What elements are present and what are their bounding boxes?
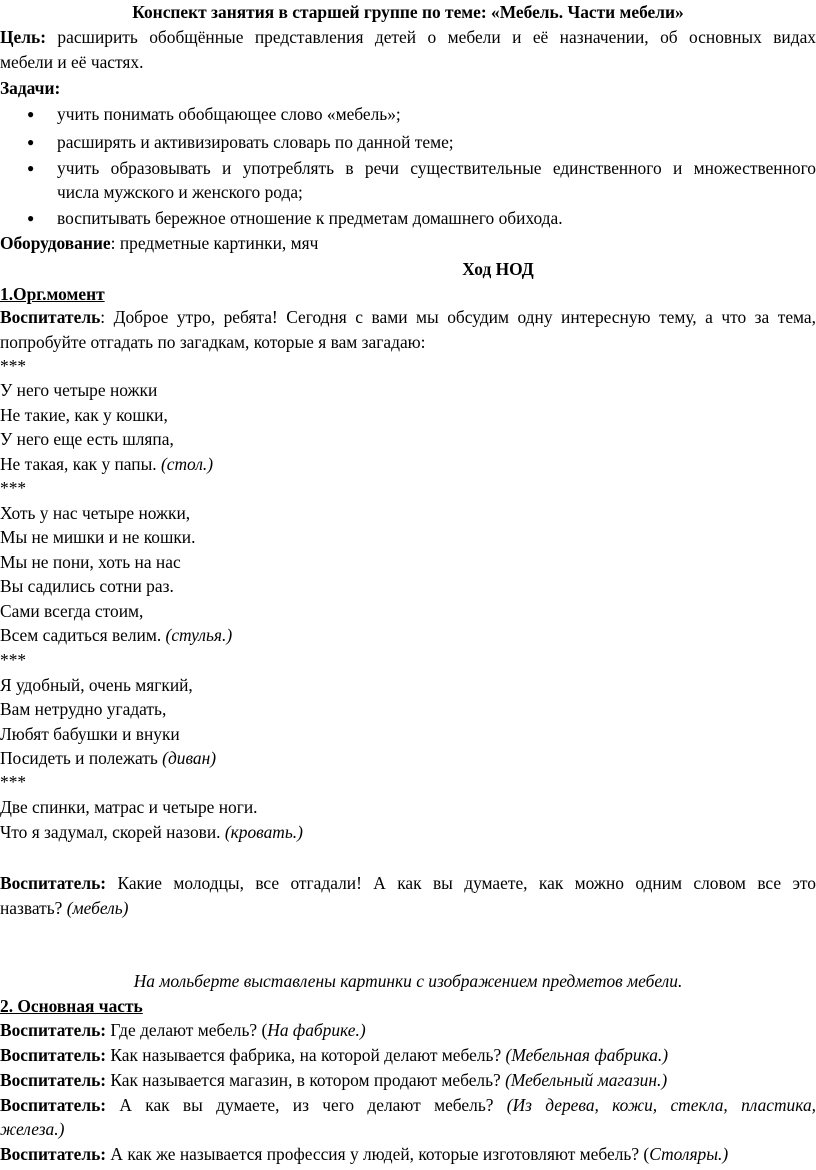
answer: (Мебельная фабрика.) <box>505 1045 669 1065</box>
question: А как же называется профессия у людей, которые изготовляют мебель? ( <box>106 1144 650 1164</box>
riddle-answer: (стол.) <box>160 454 214 474</box>
answer-continuation: железа.) <box>0 1119 65 1139</box>
goal-text-1: расширить обобщённые представления детей о мебели и её назначении, об основных видах <box>46 27 816 47</box>
summary-line-2 <box>0 897 816 919</box>
equipment-line <box>0 232 816 254</box>
bullet-icon: ● <box>27 135 35 149</box>
riddle-answer: (кровать.) <box>224 822 303 842</box>
riddle-line: Две спинки, матрас и четыре ноги. <box>0 797 258 817</box>
section1-intro-2: попробуйте отгадать по загадкам, которые я вам загадаю: <box>0 332 426 352</box>
riddle-separator: *** <box>0 650 27 670</box>
section1-intro-1 <box>0 306 816 328</box>
goal-line-1 <box>0 26 816 48</box>
task-item: расширять и активизировать словарь по данной теме; <box>57 132 454 152</box>
riddle-separator: *** <box>0 356 27 376</box>
riddle-line: Любят бабушки и внуки <box>0 724 180 744</box>
question: Как называется магазин, в котором продают мебель? <box>106 1070 506 1090</box>
riddle-text: Не такая, как у папы. <box>0 454 161 474</box>
riddle-line: Вам нетрудно угадать, <box>0 699 167 719</box>
teacher-label: Воспитатель: <box>0 1144 107 1164</box>
equipment-text: : предметные картинки, мяч <box>110 233 319 253</box>
riddle-line: Я удобный, очень мягкий, <box>0 675 193 695</box>
riddle-line: Сами всегда стоим, <box>0 601 144 621</box>
easel-note: На мольберте выставлены картинки с изображением предметов мебели. <box>133 971 683 991</box>
riddle-line: У него еще есть шляпа, <box>0 429 174 449</box>
answer: (Мебельный магазин.) <box>505 1070 668 1090</box>
section1-heading: 1.Орг.момент <box>0 284 105 304</box>
goal-label: Цель: <box>0 27 46 47</box>
riddle-separator: *** <box>0 478 27 498</box>
summary-answer: (мебель) <box>66 898 129 918</box>
bullet-icon: ● <box>27 107 35 121</box>
riddle-text: Всем садиться велим. <box>0 625 166 645</box>
dialogue-line <box>0 1143 816 1165</box>
bullet-icon: ● <box>27 161 35 175</box>
teacher-label: Воспитатель: <box>0 1095 107 1115</box>
course-heading: Ход НОД <box>462 259 534 279</box>
dialogue-line <box>0 1044 816 1066</box>
riddle-line: Не такие, как у кошки, <box>0 405 168 425</box>
goal-line-2: мебели и её частях. <box>0 52 144 72</box>
riddle-line <box>0 624 816 646</box>
answer: На фабрике.) <box>267 1020 366 1040</box>
task-item: воспитывать бережное отношение к предметам домашнего обихода. <box>57 208 563 228</box>
summary-text-1: Какие молодцы, все отгадали! А как вы думаете, как можно одним словом все это <box>106 873 816 893</box>
riddle-text: Что я задумал, скорей назови. <box>0 822 225 842</box>
summary-text-2: назвать? <box>0 898 67 918</box>
question: А как вы думаете, из чего делают мебель? <box>106 1095 507 1115</box>
riddle-line: У него четыре ножки <box>0 380 158 400</box>
teacher-label: Воспитатель: <box>0 1045 107 1065</box>
document-title: Конспект занятия в старшей группе по теме: «Мебель. Части мебели» <box>132 2 684 22</box>
task-item: учить образовывать и употреблять в речи существительные единственного и множественного <box>57 158 816 178</box>
intro-text-1: : Доброе утро, ребята! Сегодня с вами мы обсудим одну интересную тему, а что за тема, <box>100 307 816 327</box>
riddle-line: Хоть у нас четыре ножки, <box>0 503 191 523</box>
riddle-line <box>0 453 816 475</box>
section2-heading: 2. Основная часть <box>0 996 143 1016</box>
riddle-text: Посидеть и полежать <box>0 748 163 768</box>
dialogue-line <box>0 1019 816 1041</box>
task-item-continuation: числа мужского и женского рода; <box>57 182 303 202</box>
teacher-label: Воспитатель: <box>0 1020 107 1040</box>
riddle-answer: (стулья.) <box>165 625 233 645</box>
question: Как называется фабрика, на которой делают мебель? <box>106 1045 506 1065</box>
riddle-line <box>0 821 816 843</box>
teacher-label: Воспитатель <box>0 307 101 327</box>
riddle-answer: (диван) <box>162 748 216 768</box>
summary-line-1 <box>0 872 816 894</box>
riddle-line: Мы не мишки и не кошки. <box>0 527 196 547</box>
riddle-line: Мы не пони, хоть на нас <box>0 552 181 572</box>
answer: Столяры.) <box>649 1144 729 1164</box>
dialogue-line <box>0 1069 816 1091</box>
equipment-label: Оборудование <box>0 233 111 253</box>
riddle-line: Вы садились сотни раз. <box>0 576 174 596</box>
task-item: учить понимать обобщающее слово «мебель»; <box>57 104 401 124</box>
riddle-line <box>0 747 816 769</box>
teacher-label: Воспитатель: <box>0 1070 107 1090</box>
teacher-label: Воспитатель: <box>0 873 107 893</box>
tasks-label: Задачи: <box>0 78 61 98</box>
answer: (Из дерева, кожи, стекла, пластика, <box>506 1095 816 1115</box>
riddle-separator: *** <box>0 772 27 792</box>
question: Где делают мебель? ( <box>106 1020 268 1040</box>
bullet-icon: ● <box>27 211 35 225</box>
dialogue-line <box>0 1094 816 1116</box>
